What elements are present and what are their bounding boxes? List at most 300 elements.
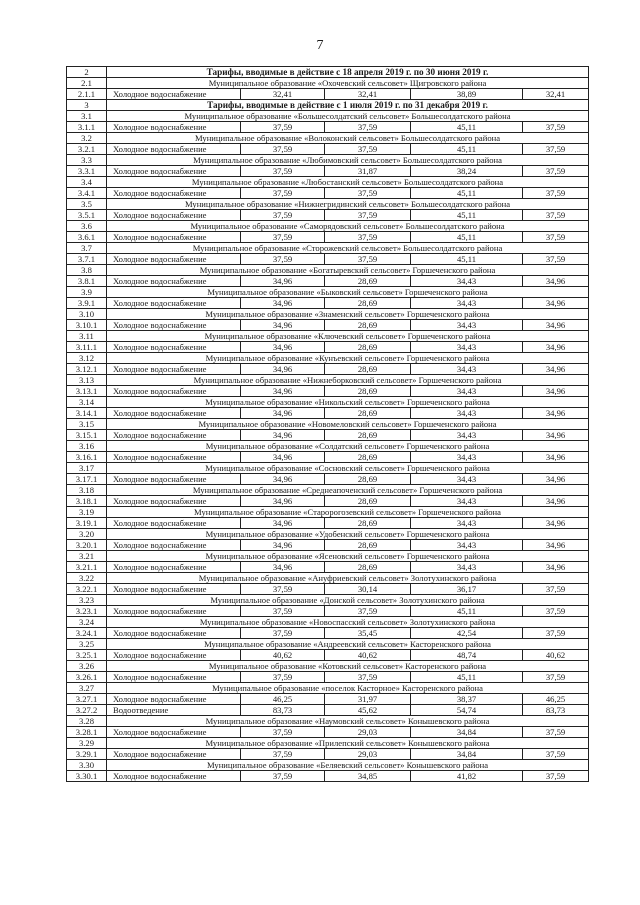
section-header-row (67, 67, 589, 78)
municipality-row (67, 375, 589, 386)
row-number: 3.11.1 (67, 342, 107, 353)
row-number: 3.11 (67, 331, 107, 342)
tariff-value: 37,59 (523, 771, 589, 782)
tariff-value: 37,59 (241, 672, 325, 683)
row-number: 3.16 (67, 441, 107, 452)
tariff-value: 34,96 (241, 342, 325, 353)
municipality-row (67, 419, 589, 430)
tariff-value: 45,11 (411, 210, 523, 221)
row-number: 3.17.1 (67, 474, 107, 485)
service-name: Холодное водоснабжение (107, 276, 241, 287)
tariff-value: 31,87 (325, 166, 411, 177)
municipality-name: Муниципальное образование «Любимовский сельсовет» Большесолдатского района (107, 155, 589, 166)
table-row (67, 540, 589, 551)
row-number: 3.30.1 (67, 771, 107, 782)
row-number: 3.1 (67, 111, 107, 122)
service-name: Холодное водоснабжение (107, 298, 241, 309)
tariff-value: 83,73 (523, 705, 589, 716)
municipality-name: Муниципальное образование «Среднеапоченский сельсовет» Горшеченского района (107, 485, 589, 496)
municipality-name: Муниципальное образование «Удобенский сельсовет» Горшеченского района (107, 529, 589, 540)
table-row (67, 144, 589, 155)
row-number: 3.6 (67, 221, 107, 232)
municipality-row (67, 353, 589, 364)
tariff-value: 37,59 (241, 771, 325, 782)
tariff-value: 34,43 (411, 342, 523, 353)
row-number: 3.7 (67, 243, 107, 254)
municipality-row (67, 617, 589, 628)
municipality-name: Муниципальное образование «Саморядовский сельсовет» Большесолдатского района (107, 221, 589, 232)
row-number: 3.14 (67, 397, 107, 408)
tariff-value: 29,03 (325, 727, 411, 738)
table-row (67, 430, 589, 441)
service-name: Холодное водоснабжение (107, 386, 241, 397)
tariff-value: 28,69 (325, 298, 411, 309)
row-number: 3.24 (67, 617, 107, 628)
service-name: Холодное водоснабжение (107, 749, 241, 760)
tariff-value: 37,59 (523, 672, 589, 683)
tariff-value: 34,96 (523, 452, 589, 463)
service-name: Холодное водоснабжение (107, 254, 241, 265)
service-name: Водоотведение (107, 705, 241, 716)
tariff-value: 28,69 (325, 540, 411, 551)
table-row (67, 496, 589, 507)
table-row (67, 210, 589, 221)
row-number: 3.7.1 (67, 254, 107, 265)
service-name: Холодное водоснабжение (107, 606, 241, 617)
tariff-value: 28,69 (325, 386, 411, 397)
municipality-row (67, 331, 589, 342)
tariff-table (66, 66, 589, 782)
municipality-name: Муниципальное образование «Сосновский сельсовет» Горшеченского района (107, 463, 589, 474)
municipality-name: Муниципальное образование «Кунъевский сельсовет» Горшеченского района (107, 353, 589, 364)
service-name: Холодное водоснабжение (107, 122, 241, 133)
tariff-value: 34,43 (411, 386, 523, 397)
service-name: Холодное водоснабжение (107, 562, 241, 573)
municipality-row (67, 683, 589, 694)
table-row (67, 749, 589, 760)
row-number: 3.10.1 (67, 320, 107, 331)
municipality-row (67, 243, 589, 254)
table-row (67, 320, 589, 331)
service-name: Холодное водоснабжение (107, 452, 241, 463)
tariff-value: 28,69 (325, 474, 411, 485)
service-name: Холодное водоснабжение (107, 210, 241, 221)
tariff-value: 34,96 (523, 540, 589, 551)
service-name: Холодное водоснабжение (107, 144, 241, 155)
tariff-value: 45,11 (411, 232, 523, 243)
row-number: 3.13 (67, 375, 107, 386)
section-header-row (67, 100, 589, 111)
tariff-value: 34,43 (411, 320, 523, 331)
tariff-value: 34,96 (241, 298, 325, 309)
row-number: 3.18 (67, 485, 107, 496)
tariff-value: 37,59 (523, 727, 589, 738)
municipality-name: Муниципальное образование «Богатыревский сельсовет» Горшеченского района (107, 265, 589, 276)
tariff-value: 34,43 (411, 496, 523, 507)
municipality-name: Муниципальное образование «Знаменский сельсовет» Горшеченского района (107, 309, 589, 320)
row-number: 2.1 (67, 78, 107, 89)
tariff-value: 28,69 (325, 342, 411, 353)
tariff-value: 37,59 (325, 672, 411, 683)
tariff-value: 34,43 (411, 298, 523, 309)
municipality-name: Муниципальное образование «Нижнегридинский сельсовет» Большесолдатского района (107, 199, 589, 210)
table-row (67, 364, 589, 375)
municipality-name: Муниципальное образование «Андреевский сельсовет» Касторенского района (107, 639, 589, 650)
municipality-row (67, 485, 589, 496)
tariff-value: 34,96 (523, 518, 589, 529)
municipality-row (67, 595, 589, 606)
table-row (67, 408, 589, 419)
tariff-value: 37,59 (325, 188, 411, 199)
tariff-value: 34,96 (523, 430, 589, 441)
tariff-value: 34,43 (411, 408, 523, 419)
table-row (67, 474, 589, 485)
service-name: Холодное водоснабжение (107, 320, 241, 331)
tariff-value: 37,59 (523, 749, 589, 760)
tariff-value: 34,96 (241, 540, 325, 551)
tariff-value: 37,59 (325, 144, 411, 155)
tariff-value: 35,45 (325, 628, 411, 639)
table-row (67, 518, 589, 529)
service-name: Холодное водоснабжение (107, 474, 241, 485)
tariff-value: 37,59 (523, 584, 589, 595)
tariff-value: 37,59 (241, 584, 325, 595)
tariff-value: 29,03 (325, 749, 411, 760)
row-number: 3.19 (67, 507, 107, 518)
service-name: Холодное водоснабжение (107, 166, 241, 177)
service-name: Холодное водоснабжение (107, 342, 241, 353)
table-row (67, 342, 589, 353)
row-number: 3.1.1 (67, 122, 107, 133)
municipality-name: Муниципальное образование «Беляевский сельсовет» Конышевского района (107, 760, 589, 771)
row-number: 3.2.1 (67, 144, 107, 155)
row-number: 2 (67, 67, 107, 78)
tariff-value: 28,69 (325, 276, 411, 287)
tariff-value: 37,59 (325, 606, 411, 617)
tariff-value: 34,96 (241, 320, 325, 331)
row-number: 3.15.1 (67, 430, 107, 441)
tariff-value: 45,11 (411, 144, 523, 155)
tariff-value: 34,43 (411, 452, 523, 463)
tariff-value: 37,59 (523, 628, 589, 639)
tariff-value: 37,59 (523, 166, 589, 177)
tariff-value: 54,74 (411, 705, 523, 716)
service-name: Холодное водоснабжение (107, 584, 241, 595)
tariff-value: 45,11 (411, 254, 523, 265)
municipality-row (67, 463, 589, 474)
service-name: Холодное водоснабжение (107, 650, 241, 661)
row-number: 3.14.1 (67, 408, 107, 419)
row-number: 3.18.1 (67, 496, 107, 507)
municipality-row (67, 199, 589, 210)
tariff-value: 37,59 (241, 727, 325, 738)
tariff-value: 37,59 (523, 254, 589, 265)
row-number: 3.26 (67, 661, 107, 672)
municipality-name: Муниципальное образование «Большесолдатский сельсовет» Большесолдатского района (107, 111, 589, 122)
municipality-name: Муниципальное образование «Охочевский сельсовет» Щигровского района (107, 78, 589, 89)
tariff-value: 45,11 (411, 606, 523, 617)
tariff-value: 37,59 (523, 606, 589, 617)
municipality-row (67, 661, 589, 672)
tariff-value: 41,82 (411, 771, 523, 782)
municipality-name: Муниципальное образование «Нижнеборковский сельсовет» Горшеченского района (107, 375, 589, 386)
tariff-value: 34,96 (241, 496, 325, 507)
row-number: 3.17 (67, 463, 107, 474)
service-name: Холодное водоснабжение (107, 540, 241, 551)
tariff-value: 32,41 (325, 89, 411, 100)
tariff-value: 37,59 (523, 232, 589, 243)
row-number: 3.8.1 (67, 276, 107, 287)
section-title: Тарифы, вводимые в действие с 18 апреля 2019 г. по 30 июня 2019 г. (107, 67, 589, 78)
row-number: 3.12.1 (67, 364, 107, 375)
tariff-value: 34,84 (411, 749, 523, 760)
tariff-value: 37,59 (241, 749, 325, 760)
tariff-value: 34,43 (411, 364, 523, 375)
tariff-value: 32,41 (241, 89, 325, 100)
section-title: Тарифы, вводимые в действие с 1 июля 2019 г. по 31 декабря 2019 г. (107, 100, 589, 111)
municipality-row (67, 573, 589, 584)
tariff-value: 40,62 (325, 650, 411, 661)
tariff-value: 34,96 (241, 408, 325, 419)
municipality-name: Муниципальное образование «Старорогозевский сельсовет» Горшеченского района (107, 507, 589, 518)
tariff-value: 34,96 (523, 496, 589, 507)
table-row (67, 122, 589, 133)
tariff-value: 45,11 (411, 188, 523, 199)
tariff-value: 37,59 (325, 254, 411, 265)
municipality-name: Муниципальное образование «Ключевский сельсовет» Горшеченского района (107, 331, 589, 342)
tariff-value: 34,43 (411, 518, 523, 529)
service-name: Холодное водоснабжение (107, 694, 241, 705)
municipality-row (67, 397, 589, 408)
municipality-row (67, 133, 589, 144)
tariff-value: 34,43 (411, 430, 523, 441)
municipality-row (67, 760, 589, 771)
row-number: 3.24.1 (67, 628, 107, 639)
row-number: 3.9.1 (67, 298, 107, 309)
row-number: 3.21.1 (67, 562, 107, 573)
row-number: 3.29 (67, 738, 107, 749)
tariff-value: 34,96 (241, 364, 325, 375)
table-row (67, 386, 589, 397)
municipality-name: Муниципальное образование «Донской сельсовет» Золотухинского района (107, 595, 589, 606)
row-number: 3.9 (67, 287, 107, 298)
municipality-row (67, 441, 589, 452)
row-number: 3.20 (67, 529, 107, 540)
municipality-row (67, 639, 589, 650)
tariff-value: 37,59 (241, 628, 325, 639)
tariff-value: 34,43 (411, 474, 523, 485)
tariff-value: 30,14 (325, 584, 411, 595)
tariff-value: 34,96 (241, 474, 325, 485)
tariff-value: 28,69 (325, 320, 411, 331)
service-name: Холодное водоснабжение (107, 430, 241, 441)
tariff-value: 38,24 (411, 166, 523, 177)
row-number: 3.22 (67, 573, 107, 584)
municipality-row (67, 265, 589, 276)
municipality-name: Муниципальное образование «Наумовский сельсовет» Конышевского района (107, 716, 589, 727)
service-name: Холодное водоснабжение (107, 771, 241, 782)
tariff-value: 34,96 (523, 386, 589, 397)
tariff-table-body (67, 67, 589, 782)
tariff-value: 34,96 (241, 562, 325, 573)
tariff-value: 34,85 (325, 771, 411, 782)
row-number: 3.22.1 (67, 584, 107, 595)
municipality-name: Муниципальное образование «Ясеновский сельсовет» Горшеченского района (107, 551, 589, 562)
tariff-value: 37,59 (241, 254, 325, 265)
row-number: 3.28 (67, 716, 107, 727)
municipality-row (67, 309, 589, 320)
tariff-value: 45,62 (325, 705, 411, 716)
tariff-value: 46,25 (523, 694, 589, 705)
row-number: 3.15 (67, 419, 107, 430)
tariff-value: 38,37 (411, 694, 523, 705)
municipality-name: Муниципальное образование «Прилепский сельсовет» Конышевского района (107, 738, 589, 749)
tariff-value: 37,59 (241, 166, 325, 177)
tariff-value: 28,69 (325, 364, 411, 375)
table-row (67, 254, 589, 265)
tariff-value: 34,84 (411, 727, 523, 738)
row-number: 3.4.1 (67, 188, 107, 199)
service-name: Холодное водоснабжение (107, 496, 241, 507)
tariff-value: 31,97 (325, 694, 411, 705)
row-number: 3.27.1 (67, 694, 107, 705)
municipality-name: Муниципальное образование «Сторожевский сельсовет» Большесолдатского района (107, 243, 589, 254)
row-number: 3.16.1 (67, 452, 107, 463)
tariff-value: 42,54 (411, 628, 523, 639)
row-number: 3 (67, 100, 107, 111)
service-name: Холодное водоснабжение (107, 232, 241, 243)
tariff-value: 46,25 (241, 694, 325, 705)
tariff-value: 34,96 (523, 474, 589, 485)
tariff-value: 28,69 (325, 408, 411, 419)
row-number: 3.5 (67, 199, 107, 210)
service-name: Холодное водоснабжение (107, 672, 241, 683)
municipality-row (67, 716, 589, 727)
tariff-value: 37,59 (241, 210, 325, 221)
table-row (67, 452, 589, 463)
municipality-name: Муниципальное образование «Котовский сельсовет» Касторенского района (107, 661, 589, 672)
table-row (67, 650, 589, 661)
municipality-row (67, 155, 589, 166)
row-number: 3.2 (67, 133, 107, 144)
tariff-value: 45,11 (411, 122, 523, 133)
municipality-row (67, 507, 589, 518)
tariff-value: 37,59 (241, 606, 325, 617)
tariff-value: 34,96 (241, 452, 325, 463)
table-row (67, 672, 589, 683)
tariff-value: 37,59 (241, 122, 325, 133)
tariff-value: 38,89 (411, 89, 523, 100)
tariff-value: 40,62 (523, 650, 589, 661)
table-row (67, 276, 589, 287)
tariff-value: 34,43 (411, 562, 523, 573)
municipality-row (67, 78, 589, 89)
tariff-value: 37,59 (325, 122, 411, 133)
tariff-value: 28,69 (325, 518, 411, 529)
service-name: Холодное водоснабжение (107, 89, 241, 100)
municipality-row (67, 177, 589, 188)
row-number: 3.4 (67, 177, 107, 188)
service-name: Холодное водоснабжение (107, 188, 241, 199)
tariff-value: 34,96 (523, 298, 589, 309)
service-name: Холодное водоснабжение (107, 364, 241, 375)
service-name: Холодное водоснабжение (107, 518, 241, 529)
municipality-name: Муниципальное образование «поселок Касторное» Касторенского района (107, 683, 589, 694)
municipality-name: Муниципальное образование «Ануфриевский сельсовет» Золотухинского района (107, 573, 589, 584)
tariff-value: 37,59 (241, 144, 325, 155)
tariff-value: 34,96 (523, 276, 589, 287)
row-number: 3.27 (67, 683, 107, 694)
table-row (67, 771, 589, 782)
table-row (67, 727, 589, 738)
table-row (67, 298, 589, 309)
municipality-row (67, 738, 589, 749)
tariff-value: 34,96 (523, 342, 589, 353)
table-row (67, 562, 589, 573)
tariff-value: 34,96 (241, 386, 325, 397)
tariff-value: 40,62 (241, 650, 325, 661)
tariff-value: 37,59 (523, 210, 589, 221)
row-number: 3.19.1 (67, 518, 107, 529)
tariff-value: 83,73 (241, 705, 325, 716)
row-number: 3.25 (67, 639, 107, 650)
municipality-name: Муниципальное образование «Новомеловский сельсовет» Горшеченского района (107, 419, 589, 430)
tariff-value: 34,96 (523, 364, 589, 375)
table-row (67, 166, 589, 177)
row-number: 3.13.1 (67, 386, 107, 397)
tariff-value: 34,43 (411, 276, 523, 287)
table-row (67, 89, 589, 100)
municipality-row (67, 287, 589, 298)
table-row (67, 584, 589, 595)
tariff-value: 28,69 (325, 562, 411, 573)
row-number: 3.8 (67, 265, 107, 276)
row-number: 2.1.1 (67, 89, 107, 100)
table-row (67, 694, 589, 705)
municipality-name: Муниципальное образование «Новоспасский сельсовет» Золотухинского района (107, 617, 589, 628)
tariff-value: 34,43 (411, 540, 523, 551)
table-row (67, 188, 589, 199)
tariff-value: 34,96 (523, 562, 589, 573)
page-number: 7 (316, 38, 324, 53)
tariff-value: 34,96 (523, 320, 589, 331)
tariff-value: 37,59 (523, 144, 589, 155)
tariff-value: 34,96 (523, 408, 589, 419)
row-number: 3.23 (67, 595, 107, 606)
tariff-value: 28,69 (325, 496, 411, 507)
tariff-value: 37,59 (325, 210, 411, 221)
service-name: Холодное водоснабжение (107, 727, 241, 738)
row-number: 3.21 (67, 551, 107, 562)
row-number: 3.29.1 (67, 749, 107, 760)
tariff-value: 37,59 (523, 122, 589, 133)
tariff-value: 36,17 (411, 584, 523, 595)
tariff-value: 37,59 (325, 232, 411, 243)
tariff-value: 37,59 (241, 188, 325, 199)
tariff-value: 48,74 (411, 650, 523, 661)
tariff-value: 45,11 (411, 672, 523, 683)
municipality-name: Муниципальное образование «Никольский сельсовет» Горшеченского района (107, 397, 589, 408)
tariff-value: 34,96 (241, 276, 325, 287)
tariff-value: 37,59 (241, 232, 325, 243)
tariff-value: 28,69 (325, 430, 411, 441)
row-number: 3.20.1 (67, 540, 107, 551)
municipality-name: Муниципальное образование «Волоконский сельсовет» Большесолдатского района (107, 133, 589, 144)
municipality-name: Муниципальное образование «Любостанский сельсовет» Большесолдатского района (107, 177, 589, 188)
row-number: 3.30 (67, 760, 107, 771)
row-number: 3.6.1 (67, 232, 107, 243)
row-number: 3.5.1 (67, 210, 107, 221)
